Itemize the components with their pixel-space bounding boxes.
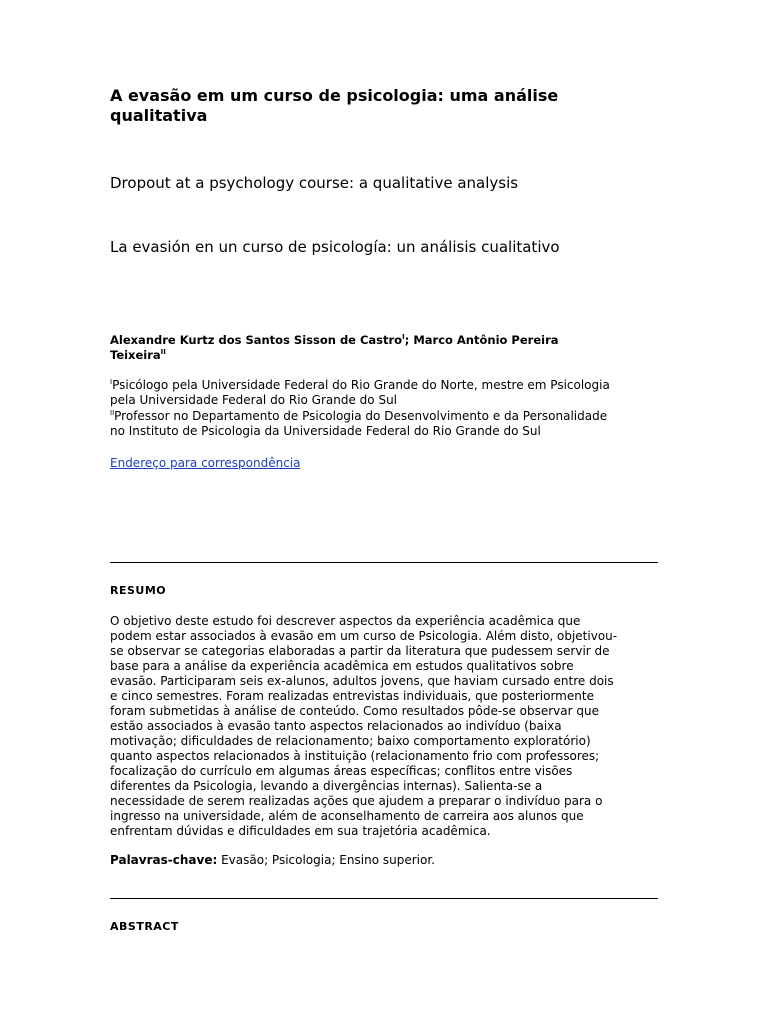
resumo-line: O objetivo deste estudo foi descrever aspectos da experiência acadêmica que: [110, 614, 581, 628]
affiliation-2: [110, 409, 670, 439]
author-2-name-part2: Teixeira: [110, 348, 161, 362]
resumo-heading: RESUMO: [110, 584, 167, 597]
author-separator: ;: [404, 333, 414, 347]
abstract-heading: ABSTRACT: [110, 920, 179, 933]
resumo-line: diferentes da Psicologia, levando a divergências internas). Salienta-se a: [110, 779, 543, 793]
keywords-values: Evasão; Psicologia; Ensino superior.: [217, 853, 435, 867]
resumo-line: enfrentam dúvidas e dificuldades em sua trajetória acadêmica.: [110, 824, 491, 838]
affiliation-2-line1: Professor no Departamento de Psicologia do Desenvolvimento e da Personalidade: [114, 409, 608, 423]
section-divider-bottom: [110, 898, 658, 899]
resumo-line: focalização do currículo em algumas áreas específicas; conflitos entre visões: [110, 764, 573, 778]
resumo-line: evasão. Participaram seis ex-alunos, adultos jovens, que haviam cursado entre dois: [110, 674, 614, 688]
keywords: [110, 853, 435, 868]
resumo-line: quanto aspectos relacionados à instituição (relacionamento frio com professores;: [110, 749, 600, 763]
title-portuguese-line2: qualitativa: [110, 106, 208, 125]
title-english: Dropout at a psychology course: a qualitative analysis: [110, 174, 519, 192]
resumo-line: e cinco semestres. Foram realizadas entrevistas individuais, que posteriormente: [110, 689, 594, 703]
affiliation-2-line2: no Instituto de Psicologia da Universidade Federal do Rio Grande do Sul: [110, 424, 541, 438]
affiliation-1-line2: pela Universidade Federal do Rio Grande do Sul: [110, 393, 398, 407]
title-portuguese-line1: A evasão em um curso de psicologia: uma análise: [110, 86, 559, 105]
resumo-line: base para a análise da experiência acadêmica em estudos qualitativos sobre: [110, 659, 574, 673]
author-1-name: Alexandre Kurtz dos Santos Sisson de Castro: [110, 333, 403, 347]
resumo-line: foram submetidas à análise de conteúdo. Como resultados pôde-se observar que: [110, 704, 599, 718]
affiliation-1-line1: Psicólogo pela Universidade Federal do Rio Grande do Norte, mestre em Psicologia: [112, 378, 610, 392]
affiliation-1-mark: I: [110, 378, 113, 386]
keywords-label: Palavras-chave:: [110, 853, 218, 867]
resumo-line: estão associados à evasão tanto aspectos relacionados ao indivíduo (baixa: [110, 719, 562, 733]
author-list: [110, 333, 658, 363]
title-spanish: La evasión en un curso de psicología: un análisis cualitativo: [110, 238, 560, 256]
author-2-mark: II: [160, 348, 166, 356]
resumo-line: podem estar associados à evasão em um curso de Psicologia. Além disto, objetivou-: [110, 629, 618, 643]
affiliation-1: [110, 378, 670, 408]
author-2-name-part1: Marco Antônio Pereira: [413, 333, 559, 347]
resumo-line: motivação; dificuldades de relacionamento; baixo comportamento exploratório): [110, 734, 591, 748]
title-portuguese: [110, 86, 658, 126]
resumo-body: [110, 614, 670, 839]
author-1-mark: I: [402, 333, 405, 341]
correspondence-link[interactable]: Endereço para correspondência: [110, 456, 301, 470]
resumo-line: necessidade de serem realizadas ações que ajudem a preparar o indivíduo para o: [110, 794, 603, 808]
section-divider-top: [110, 562, 658, 563]
resumo-line: se observar se categorias elaboradas a partir da literatura que pudessem servir de: [110, 644, 610, 658]
affiliation-2-mark: II: [110, 409, 115, 417]
resumo-line: ingresso na universidade, além de aconselhamento de carreira aos alunos que: [110, 809, 584, 823]
